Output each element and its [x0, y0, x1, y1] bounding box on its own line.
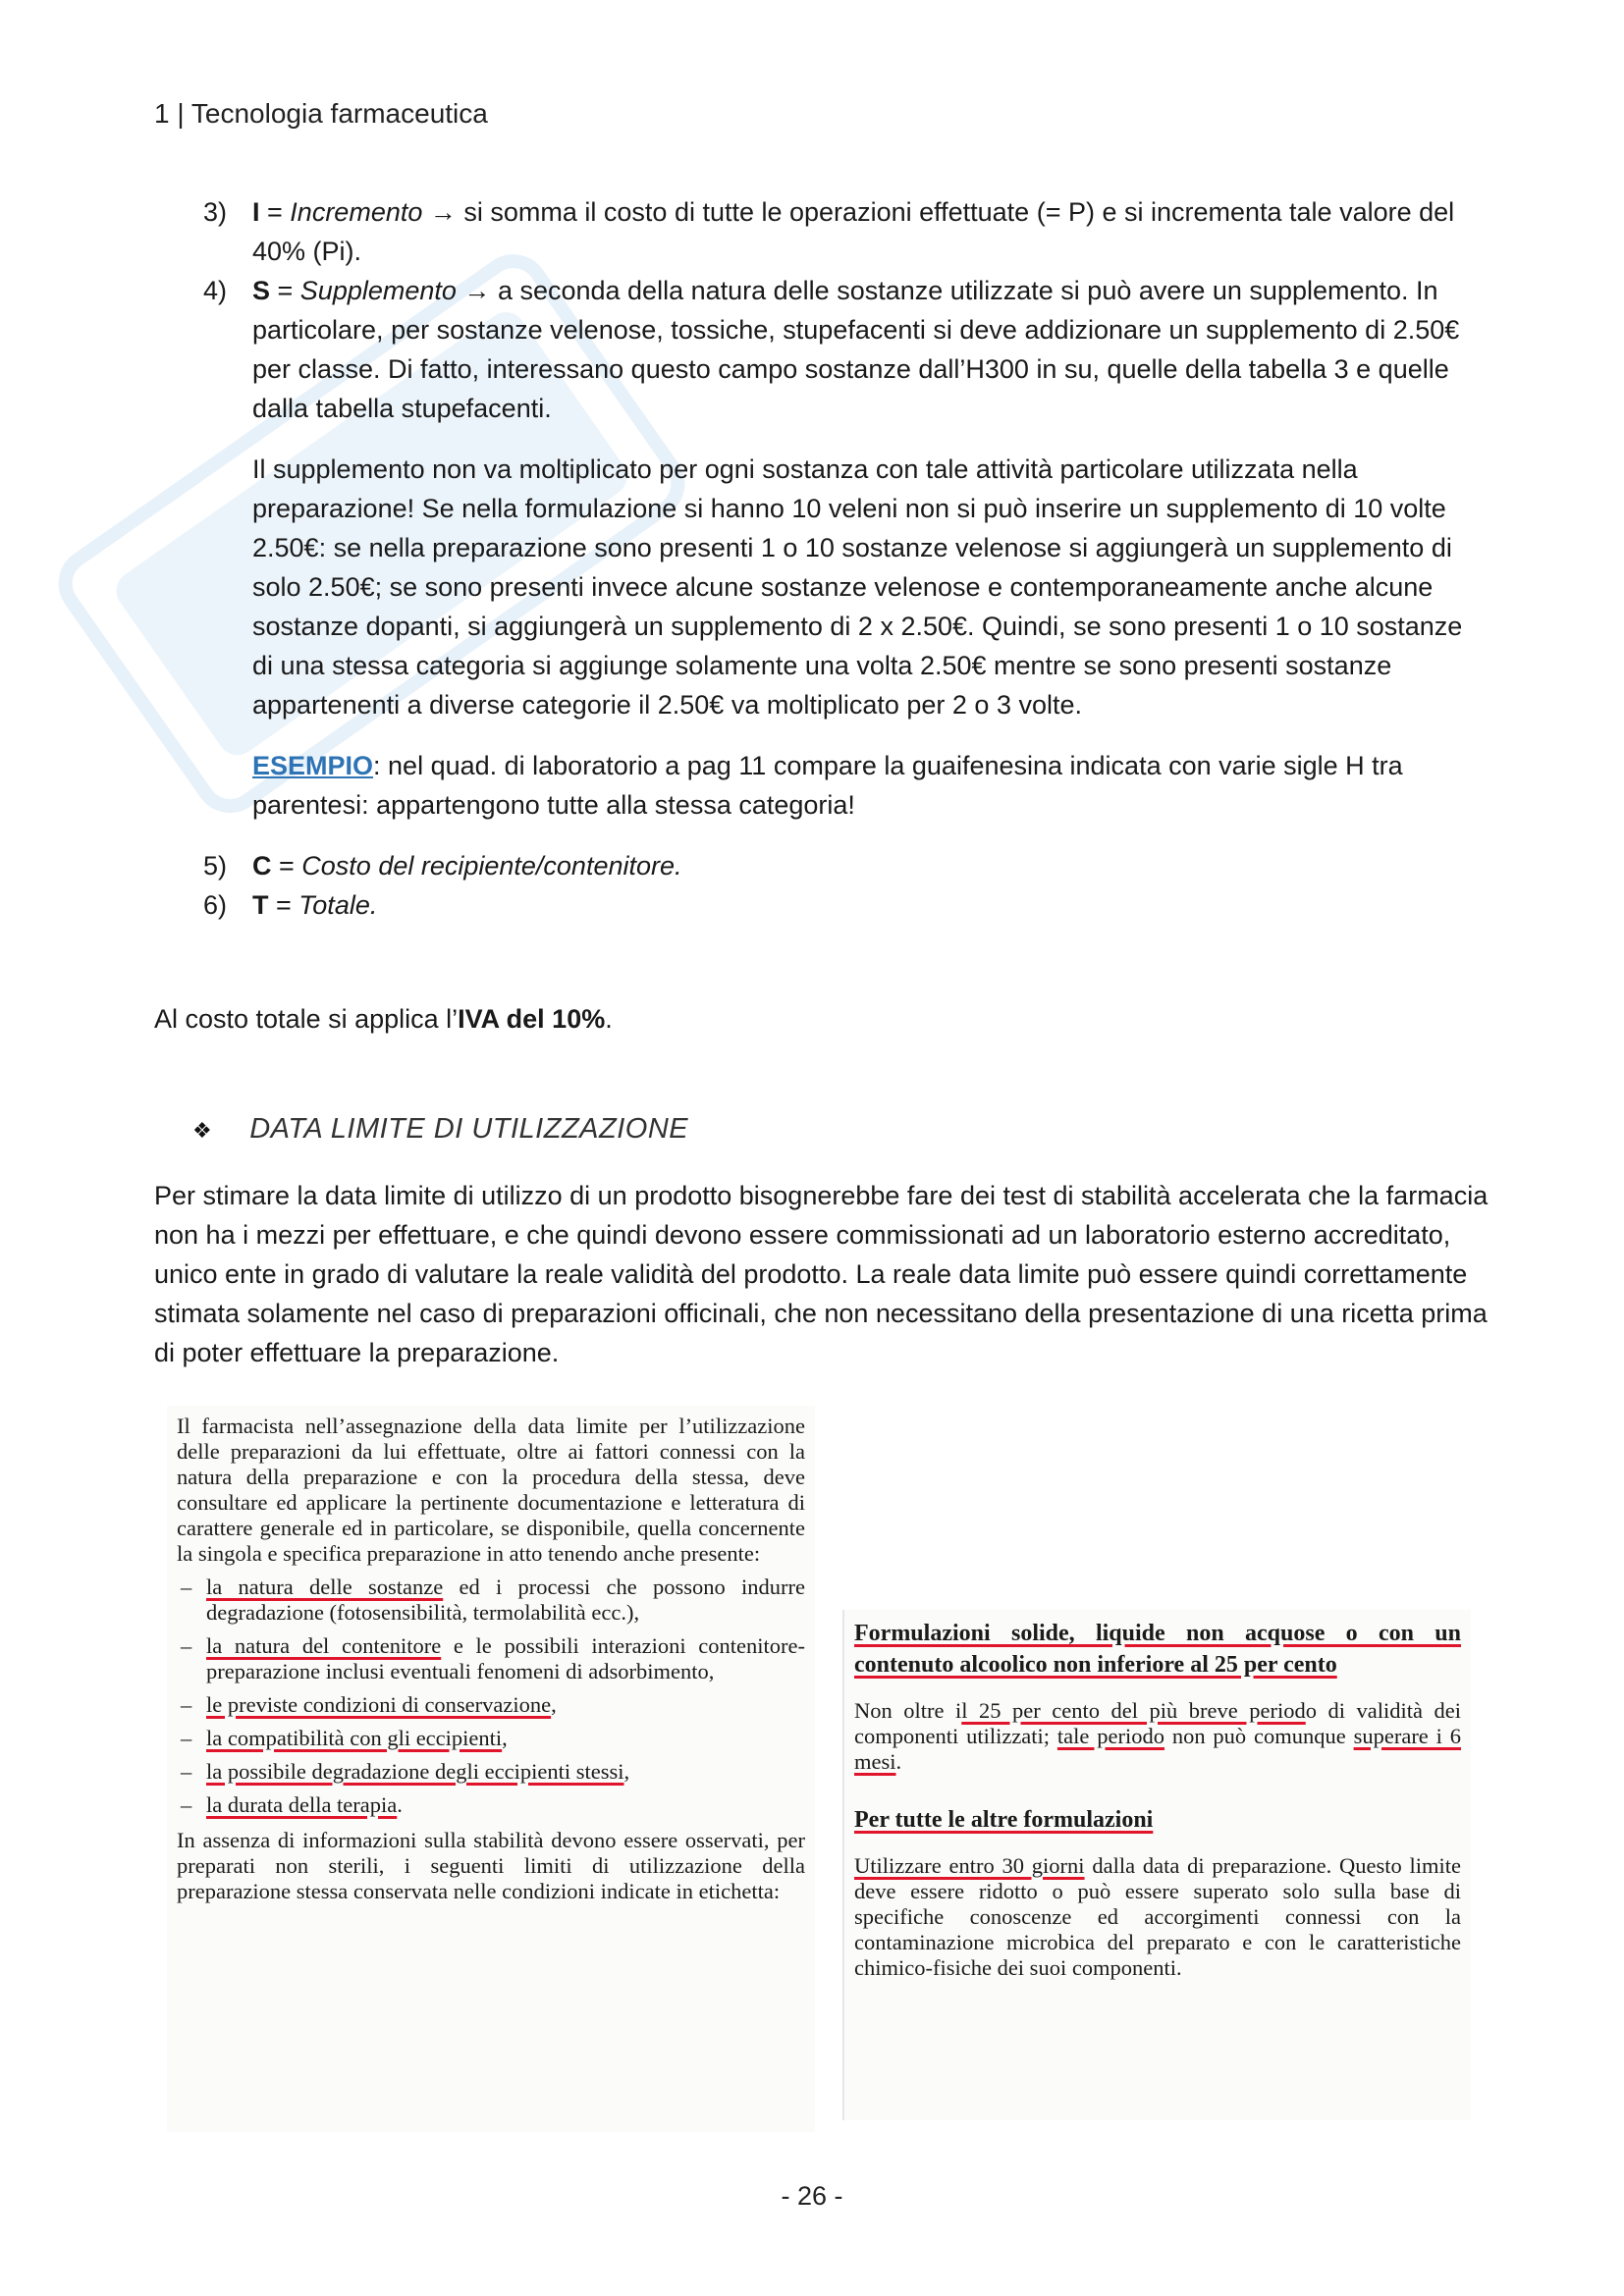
- underlined-run: la possibile degradazione degli eccipienti stessi: [206, 1759, 624, 1784]
- list-item-costo: [154, 846, 1489, 885]
- item-term: Costo del recipiente/contenitore.: [301, 851, 682, 881]
- esempio-text: : nel quad. di laboratorio a pag 11 compare la guaifenesina indicata con varie sigle H tra parentesi: appartengono tutte alla stessa categoria!: [252, 751, 1403, 820]
- list-item-incremento: [154, 192, 1489, 271]
- dash-bullet: –: [181, 1633, 192, 1658]
- scanned-excerpt-right: [842, 1610, 1471, 2120]
- dash-bullet: –: [181, 1726, 192, 1750]
- dash-bullet: –: [181, 1759, 192, 1784]
- list-number: 3): [203, 197, 228, 227]
- scan-factor-item: [177, 1759, 805, 1785]
- scan-factor-item: [177, 1792, 805, 1818]
- equals-sign: =: [270, 276, 300, 305]
- scan-outro-text: In assenza di informazioni sulla stabilità devono essere osservati, per preparati non sterili, i seguenti limiti di utilizzazione della preparazione stessa conservata nelle condizioni indicate in etichetta:: [177, 1828, 805, 1903]
- arrow-icon: →: [456, 276, 498, 305]
- underlined-run: la natura delle sostanze: [206, 1575, 444, 1599]
- iva-period: .: [605, 1004, 613, 1034]
- item-key: S: [252, 276, 271, 305]
- iva-text: Al costo totale si applica l’: [154, 1004, 459, 1034]
- list-number: 4): [203, 276, 228, 305]
- equals-sign: =: [271, 851, 302, 881]
- text-run: ed i processi che possono indurre degradazione (fotosensibilità, termolabilità ecc.),: [206, 1575, 805, 1625]
- intro-paragraph: Per stimare la data limite di utilizzo di un prodotto bisognerebbe fare dei test di stabilità accelerata che la farmacia non ha i mezzi per effettuare, e che quindi devono essere commissionati ad un laboratorio esterno accreditato, unico ente in grado di valutare la reale validità del prodotto. La reale data limite può essere quindi correttamente stimata solamente nel caso di preparazioni officinali, che non necessitano della presentazione di una ricetta prima di poter effettuare la preparazione.: [154, 1181, 1489, 1367]
- item-key: C: [252, 851, 272, 881]
- item-term: Totale.: [298, 890, 378, 920]
- section-title-text: DATA LIMITE DI UTILIZZAZIONE: [249, 1113, 689, 1145]
- underlined-run: Utilizzare entro 30 giorni: [854, 1853, 1085, 1878]
- list-item-supplemento: [154, 271, 1489, 428]
- item-key: T: [252, 890, 269, 920]
- iva-bold: IVA del 10%: [458, 1004, 606, 1034]
- esempio-label: ESEMPIO: [252, 751, 374, 780]
- text-run: ,: [502, 1726, 508, 1750]
- scan-intro-text: Il farmacista nell’assegnazione della data limite per l’utilizzazione delle preparazioni da lui effettuate, oltre ai fattori connessi con la natura della preparazione e con la procedura della stessa, deve consultare ed applicare la pertinente documentazione e letteratura di carattere generale ed in particolare, se disponibile, quella concernente la singola e specifica preparazione in atto tenendo anche presente:: [177, 1414, 805, 1566]
- scan-factor-list: [177, 1575, 805, 1818]
- scan-heading-solid: Formulazioni solide, liquide non acquose o con un contenuto alcoolico non inferiore al 25 per cento: [854, 1621, 1461, 1678]
- text-run: .: [895, 1749, 902, 1774]
- diamond-bullet-icon: ❖: [192, 1118, 213, 1143]
- scan-other-rule: [854, 1853, 1461, 1981]
- equals-sign: =: [268, 890, 299, 920]
- scan-solid-rule: [854, 1698, 1461, 1775]
- scanned-excerpt-left: [167, 1406, 815, 2132]
- equals-sign: =: [259, 197, 291, 227]
- text-run: e le possibili interazioni contenitore-preparazione inclusi eventuali fenomeni di adsorbimento,: [206, 1633, 805, 1683]
- scan-factor-item: [177, 1726, 805, 1751]
- supplement-paragraph: Il supplemento non va moltiplicato per ogni sostanza con tale attività particolare utilizzata nella preparazione! Se nella formulazione si hanno 10 veleni non si può inserire un supplemento di 10 volte 2.50€: se nella preparazione sono presenti 1 o 10 sostanze velenose si aggiungerà un supplemento di solo 2.50€; se sono presenti invece alcune sostanze velenose e contemporaneamente anche alcune sostanze dopanti, si aggiungerà un supplemento di 2 x 2.50€. Quindi, se sono presenti 1 o 10 sostanze di una stessa categoria si aggiunge solamente una volta 2.50€ mentre se sono presenti sostanze appartenenti a diverse categorie il 2.50€ va moltiplicato per 2 o 3 volte.: [252, 454, 1463, 720]
- underlined-run: la durata della terapia: [206, 1792, 398, 1817]
- text-run: dalla data di preparazione. Questo limite deve essere ridotto o può essere superato solo sulla base di specifiche conoscenze ed accorgimenti connessi con la contaminazione microbica del preparato e con le caratteristiche chimico-fisiche dei suoi componenti.: [854, 1853, 1462, 1980]
- scan-factor-item: [177, 1692, 805, 1718]
- scan-factor-item: [177, 1575, 805, 1626]
- dash-bullet: –: [181, 1692, 192, 1717]
- text-run: o di validità dei componenti utilizzati;: [854, 1698, 1462, 1748]
- dash-bullet: –: [181, 1792, 192, 1817]
- scan-heading-other: Per tutte le altre formulazioni: [854, 1807, 1154, 1833]
- page-number: - 26 -: [781, 2181, 843, 2211]
- underlined-run: la compatibilità con gli eccipienti: [206, 1726, 503, 1750]
- underlined-run: superare i 6 mesi: [854, 1724, 1461, 1774]
- scan-factor-item: [177, 1633, 805, 1684]
- text-run: ,: [551, 1692, 557, 1717]
- item-key: I: [252, 197, 260, 227]
- iva-paragraph: [154, 999, 1489, 1039]
- underlined-run: la natura del contenitore: [206, 1633, 442, 1658]
- text-run: non può comunque: [1164, 1724, 1354, 1748]
- dash-bullet: –: [181, 1575, 192, 1599]
- text-run: Non oltre i: [854, 1698, 962, 1723]
- section-heading: [192, 1113, 688, 1146]
- underlined-run: tale periodo: [1056, 1724, 1164, 1748]
- item-term: Supplemento: [299, 276, 457, 305]
- arrow-icon: →: [422, 197, 464, 227]
- esempio-paragraph: [154, 746, 1489, 825]
- list-number: 5): [203, 851, 228, 881]
- cost-items-list: [154, 192, 1489, 925]
- item-term: Incremento: [290, 197, 423, 227]
- text-run: ,: [623, 1759, 630, 1784]
- list-item-totale: [154, 885, 1489, 925]
- text-run: .: [397, 1792, 403, 1817]
- underlined-run: l 25 per cento del più breve period: [961, 1698, 1306, 1723]
- item-description: si somma il costo di tutte le operazioni effettuate (= P) e si incrementa tale valore del 40% (Pi).: [252, 197, 1455, 266]
- page-header: 1 | Tecnologia farmaceutica: [154, 98, 488, 129]
- item-description: a seconda della natura delle sostanze utilizzate si può avere un supplemento. In particolare, per sostanze velenose, tossiche, stupefacenti si deve addizionare un supplemento di 2.50€ per classe. Di fatto, interessano questo campo sostanze dall’H300 in su, quelle della tabella 3 e quelle dalla tabella stupefacenti.: [252, 276, 1460, 423]
- list-number: 6): [203, 890, 228, 920]
- underlined-run: le previste condizioni di conservazione: [206, 1692, 552, 1717]
